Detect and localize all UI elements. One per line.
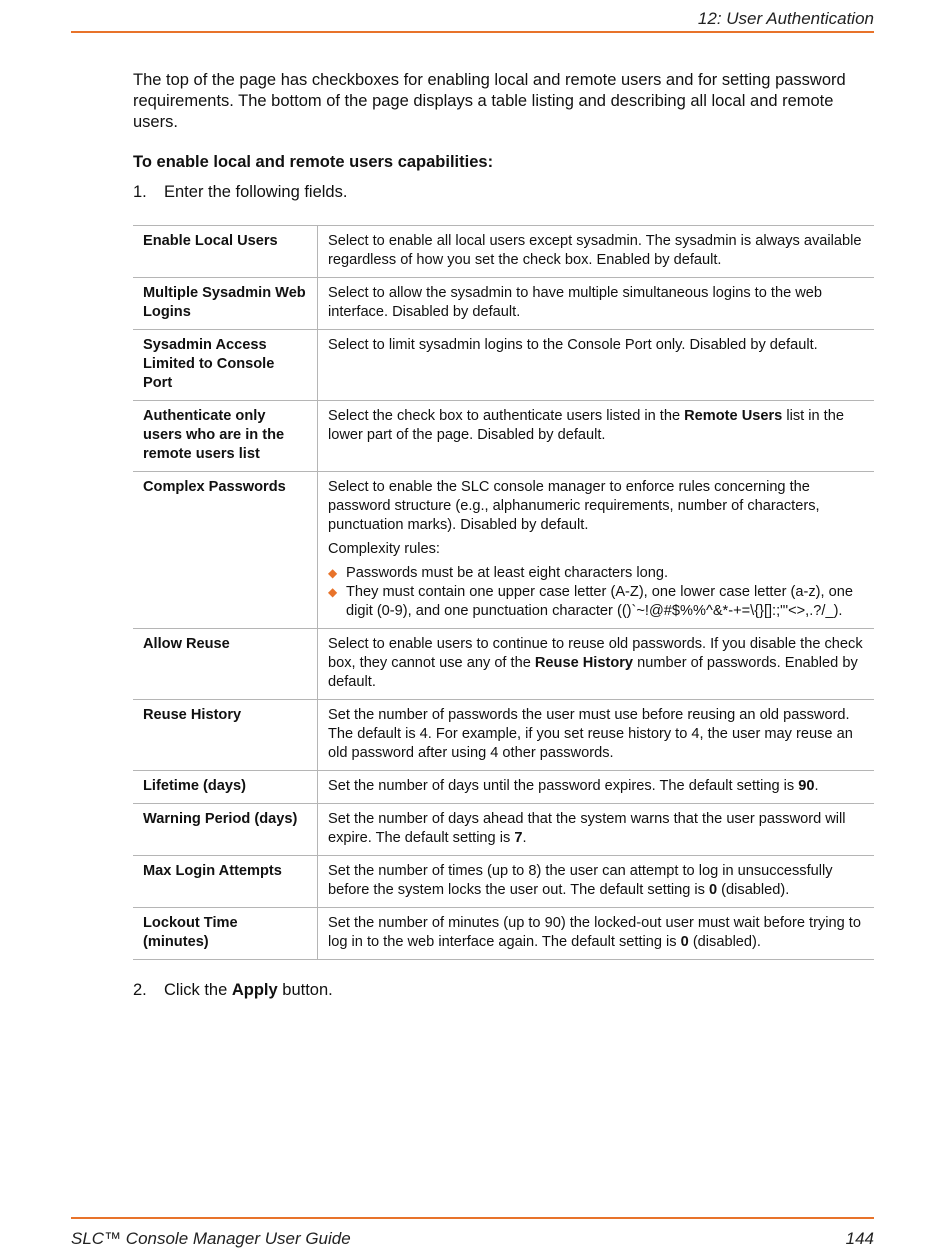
step-1 xyxy=(133,182,874,203)
emphasis-term: 0 xyxy=(680,934,689,950)
text-run: Select to enable users to continue to reuse old passwords. If you disable the check box, they cannot use any of the xyxy=(328,636,863,671)
emphasis-term: 7 xyxy=(514,830,523,846)
procedure-heading: To enable local and remote users capabilities: xyxy=(133,153,494,171)
field-name: Reuse History xyxy=(133,700,318,771)
description-text: Select to enable the SLC console manager to enforce rules concerning the password structure (e.g., alphanumeric requirements, number of characters, punctuation marks). Disabled by default. xyxy=(328,479,820,533)
step-number: 2. xyxy=(133,981,147,999)
field-description xyxy=(318,700,875,771)
emphasis-term: Reuse History xyxy=(534,655,634,671)
field-name: Complex Passwords xyxy=(133,472,318,629)
text-run: button. xyxy=(277,981,333,999)
running-header: 12: User Authentication xyxy=(697,9,874,28)
field-description xyxy=(318,908,875,960)
field-description xyxy=(318,472,875,629)
emphasis-term: 0 xyxy=(709,882,718,898)
description-text xyxy=(328,810,864,848)
step-text: Enter the following fields. xyxy=(164,183,348,201)
description-text xyxy=(328,407,864,445)
text-run: Set the number of days ahead that the system warns that the user password will expire. The default setting is xyxy=(328,811,846,846)
table-row xyxy=(133,771,874,804)
field-name: Max Login Attempts xyxy=(133,856,318,908)
diamond-bullet-icon: ◆ xyxy=(328,566,338,580)
complexity-rules-heading: Complexity rules: xyxy=(328,541,440,557)
table-row xyxy=(133,401,874,472)
field-description xyxy=(318,856,875,908)
description-text xyxy=(328,862,864,900)
table-row xyxy=(133,908,874,960)
field-name: Sysadmin Access Limited to Console Port xyxy=(133,330,318,401)
text-run: (disabled). xyxy=(717,882,790,898)
description-text xyxy=(328,914,864,952)
field-name: Warning Period (days) xyxy=(133,804,318,856)
field-description xyxy=(318,278,875,330)
text-run: Click the xyxy=(164,981,232,999)
table-row xyxy=(133,629,874,700)
page-content xyxy=(133,70,874,1001)
table-row xyxy=(133,330,874,401)
fields-table xyxy=(133,225,874,960)
text-run: Select the check box to authenticate users listed in the xyxy=(328,408,685,424)
page-number: 144 xyxy=(845,1229,874,1248)
field-name: Multiple Sysadmin Web Logins xyxy=(133,278,318,330)
text-run: (disabled). xyxy=(688,934,761,950)
description-text: Select to enable all local users except sysadmin. The sysadmin is always available regardless of how you set the check box. Enabled by default. xyxy=(328,233,862,268)
text-run: number of passwords. Enabled by default. xyxy=(328,655,858,690)
field-description xyxy=(318,401,875,472)
table-row xyxy=(133,278,874,330)
description-text xyxy=(328,635,864,692)
field-description xyxy=(318,330,875,401)
field-description xyxy=(318,771,875,804)
complexity-rules-list xyxy=(328,564,864,621)
text-run: . xyxy=(522,830,527,846)
description-text xyxy=(328,777,864,796)
step-text xyxy=(164,980,333,1001)
field-name: Authenticate only users who are in the remote users list xyxy=(133,401,318,472)
rule-text: They must contain one upper case letter (A-Z), one lower case letter (a-z), one digit (0-9), and one punctuation character (()`~!@#$%%^&*-+=\{}[]:;"'<>,.?/_). xyxy=(346,584,853,619)
intro-paragraph: The top of the page has checkboxes for enabling local and remote users and for setting password requirements. The bottom of the page displays a table listing and describing all local and remote users. xyxy=(133,71,846,131)
description-text: Select to limit sysadmin logins to the Console Port only. Disabled by default. xyxy=(328,337,818,353)
field-name: Lifetime (days) xyxy=(133,771,318,804)
description-text: Select to allow the sysadmin to have multiple simultaneous logins to the web interface. Disabled by default. xyxy=(328,285,823,320)
text-run: Set the number of days until the password expires. The default setting is xyxy=(328,778,799,794)
field-name: Enable Local Users xyxy=(133,226,318,278)
text-run: list in the lower part of the page. Disabled by default. xyxy=(328,408,844,443)
text-run: Set the number of minutes (up to 90) the locked-out user must wait before trying to log in to the web interface again. The default setting is xyxy=(328,915,861,950)
text-run: . xyxy=(814,778,819,794)
table-row xyxy=(133,856,874,908)
field-name: Allow Reuse xyxy=(133,629,318,700)
footer-rule xyxy=(71,1217,874,1219)
header-rule xyxy=(71,31,874,33)
step-2 xyxy=(133,980,874,1001)
field-description xyxy=(318,629,875,700)
apply-button-reference: Apply xyxy=(231,981,278,999)
field-name: Lockout Time (minutes) xyxy=(133,908,318,960)
table-row xyxy=(133,472,874,629)
table-row xyxy=(133,700,874,771)
rule-text: Passwords must be at least eight characters long. xyxy=(346,565,669,581)
emphasis-term: 90 xyxy=(798,778,815,794)
list-item xyxy=(328,564,864,583)
text-run: Set the number of times (up to 8) the user can attempt to log in unsuccessfully before the system locks the user out. The default setting is xyxy=(328,863,833,898)
field-description xyxy=(318,804,875,856)
list-item xyxy=(328,583,864,621)
table-row xyxy=(133,226,874,278)
emphasis-term: Remote Users xyxy=(684,408,783,424)
step-number: 1. xyxy=(133,183,147,201)
footer-document-title: SLC™ Console Manager User Guide xyxy=(71,1229,351,1248)
description-text: Set the number of passwords the user must use before reusing an old password. The default is 4. For example, if you set reuse history to 4, the user may reuse an old password after using 4 other passwords. xyxy=(328,707,853,761)
diamond-bullet-icon: ◆ xyxy=(328,585,338,599)
field-description xyxy=(318,226,875,278)
table-row xyxy=(133,804,874,856)
